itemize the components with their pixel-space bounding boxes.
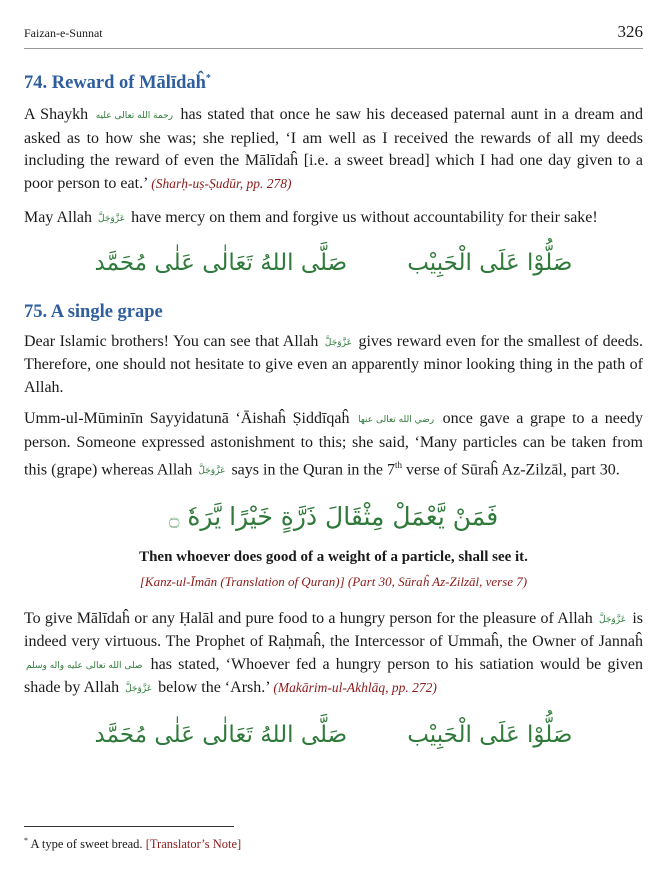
section-74-title: 74. Reward of Mālīdaĥ: [24, 73, 206, 94]
salawat-right: صَلُّوْا عَلَى الْحَبِيْب: [407, 249, 573, 276]
text-run: has stated, ‘Whoever fed a hungry person to his satiation would be given shade by Allah: [24, 655, 643, 697]
section-74-paragraph-2: [24, 207, 643, 231]
page-number: 326: [617, 22, 643, 41]
footnote: [24, 836, 241, 852]
book-title: Faizan-e-Sunnat: [24, 26, 103, 40]
honorific-rahmatullah: رحمة الله تعالى عليه: [95, 111, 173, 122]
section-75-paragraph-3: [24, 608, 643, 701]
ordinal-suffix: th: [394, 460, 402, 471]
verse-translation: Then whoever does good of a weight of a particle, shall see it.: [139, 548, 528, 565]
section-75-paragraph-2: [24, 408, 643, 483]
translator-note: [Translator’s Note]: [145, 837, 242, 852]
footnote-ref-mark: *: [205, 73, 211, 84]
text-run: May Allah: [24, 209, 92, 227]
text-run: have mercy on them and forgive us without accountability for their sake!: [131, 209, 598, 227]
salawat-left: صَلَّى اللهُ تَعَالٰى عَلٰى مُحَمَّد: [94, 721, 348, 748]
honorific-azzawajal: عَزَّوَجَلَّ: [125, 684, 153, 695]
reference-sharh-us-sudur: (Sharḥ-uṣ-Ṣudūr, pp. 278): [151, 175, 292, 191]
text-run: verse of Sūraĥ Az-Zilzāl, part 30.: [406, 461, 620, 479]
text-run: gives reward even for the smallest of deeds. Therefore, one should not hesitate to give even an apparently minor looking thing in the path of Allah.: [24, 332, 644, 396]
quran-verse-arabic: [24, 495, 643, 542]
page-content: [24, 62, 643, 753]
honorific-azzawajal: عَزَّوَجَلَّ: [324, 337, 352, 348]
text-run: Umm-ul-Mūminīn Sayyidatunā ‘Āishaĥ Ṣiddīqaĥ: [24, 410, 350, 428]
text-run: below the ‘Arsh.’: [158, 679, 270, 697]
text-run: Dear Islamic brothers! You can see that Allah: [24, 332, 319, 350]
text-run: is indeed very virtuous. The Prophet of Raḥmaĥ, the Intercessor of Ummaĥ, the Owner of Jannaĥ: [24, 609, 644, 651]
salawat-line: [24, 245, 643, 281]
text-run: once gave a grape to a needy person. Someone expressed astonishment to this; she said, ‘Many particles can be taken from this (grape) whereas Allah: [24, 410, 643, 479]
verse-end-icon: ۝: [168, 508, 180, 530]
text-run: A Shaykh: [24, 106, 89, 124]
reference-makarim-ul-akhlaq: (Makārim-ul-Akhlāq, pp. 272): [273, 680, 437, 696]
section-74-paragraph-1: [24, 104, 643, 195]
salawat-line: [24, 717, 643, 753]
verse-reference: [Kanz-ul-Īmān (Translation of Quran)] (Part 30, Sūraĥ Az-Zilzāl, verse 7): [139, 573, 528, 589]
salawat-left: صَلَّى اللهُ تَعَالٰى عَلٰى مُحَمَّد: [94, 249, 348, 276]
section-74-heading: [24, 66, 643, 96]
honorific-azzawajal: عَزَّوَجَلَّ: [98, 214, 126, 225]
honorific-salawat: صلى الله تعالى عليه واله وسلم: [26, 660, 143, 671]
footnote-text: A type of sweet bread.: [30, 837, 143, 852]
footnote-divider: [24, 826, 234, 827]
honorific-radiallahu-anha: رضي الله تعالى عنها: [358, 415, 435, 426]
page-header: [24, 22, 643, 49]
section-75-paragraph-1: [24, 331, 643, 400]
text-run: To give Mālīdaĥ or any Ḥalāl and pure food to a hungry person for the pleasure of Allah: [24, 609, 593, 627]
footnote-mark: *: [24, 836, 28, 845]
honorific-azzawajal: عَزَّوَجَلَّ: [198, 466, 226, 477]
section-75-heading: 75. A single grape: [24, 301, 163, 322]
text-run: says in the Quran in the 7: [231, 461, 395, 479]
honorific-azzawajal: عَزَّوَجَلَّ: [599, 614, 627, 625]
text-run: has stated that once he saw his deceased paternal aunt in a dream and asked as to how she was; she replied, ‘I am well as I received the rewards of all my deeds including the reward of even the Mālīdaĥ [i.e. a sweet bread] which I had one day given to a poor person to eat.’: [24, 106, 644, 192]
salawat-right: صَلُّوْا عَلَى الْحَبِيْب: [407, 721, 573, 748]
verse-text: فَمَنْ يَّعْمَلْ مِثْقَالَ ذَرَّةٍ خَيْرًا يَّرَهٗ: [187, 501, 499, 531]
